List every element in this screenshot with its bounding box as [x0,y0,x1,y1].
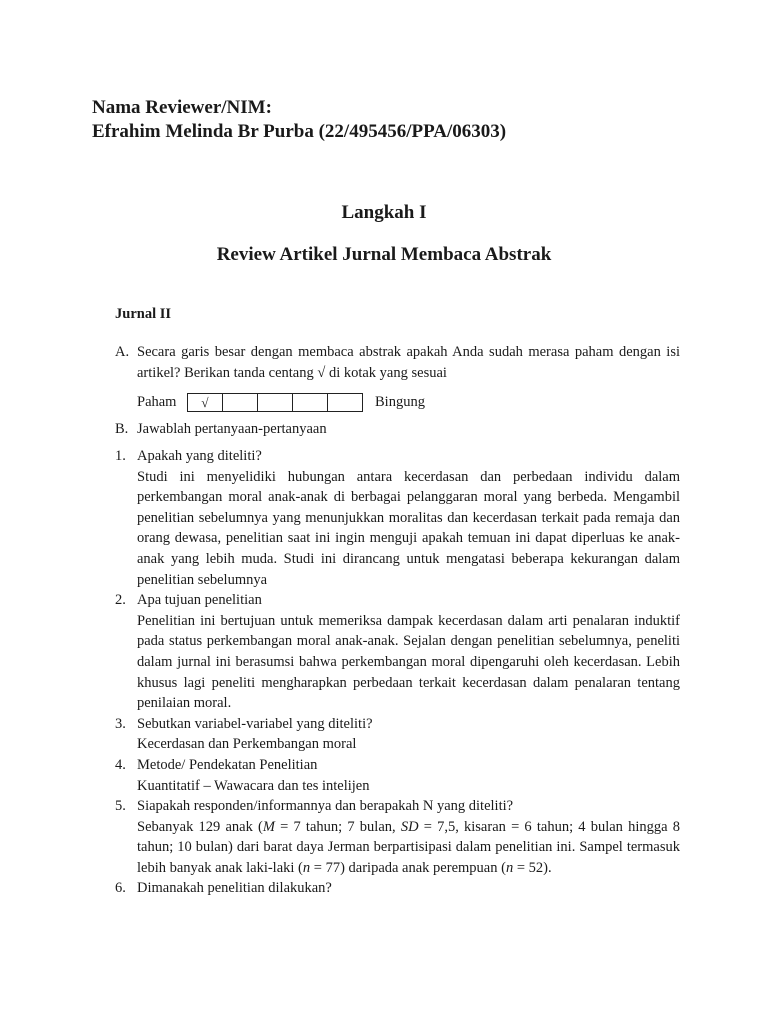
scale-left-label: Paham [137,393,177,410]
answer-part: = 52). [513,859,552,876]
n-symbol: n [505,859,514,876]
question-text: Dimanakah penelitian dilakukan? [137,880,332,897]
understanding-scale-row [137,392,425,412]
answer-part: = 77) daripada anak perempuan ( [310,859,506,876]
n-symbol: n [302,859,311,876]
section-a-letter: A. [115,344,130,360]
answer-part: = 7,5, kisaran = 6 tahun; 4 bulan hingga 8 tahun; 10 bulan) dari barat daya Jerman berpartisipasi dalam penelitian ini. Sampel termasuk lebih banyak anak laki-laki ( [137,818,680,876]
reviewer-label: Nama Reviewer/NIM: [92,97,272,118]
question-item-6 [115,878,680,899]
question-text: Siapakah responden/informannya dan berapakah N yang diteliti? [137,798,514,815]
question-item-5 [115,796,680,878]
understanding-scale [187,393,363,412]
question-item-2 [115,590,680,714]
section-a [115,342,680,383]
scale-cell-5[interactable] [328,394,362,411]
scale-cell-3[interactable] [258,394,293,411]
scale-cell-2[interactable] [223,394,258,411]
section-b [115,419,680,440]
question-number: 3. [115,715,126,732]
question-number: 1. [115,448,126,464]
answer-text: Kecerdasan dan Perkembangan moral [137,736,357,753]
question-text: Apakah yang diteliti? [137,448,262,464]
scale-cell-4[interactable] [293,394,328,411]
answer-text [137,817,680,879]
question-number: 5. [115,798,126,815]
question-number: 4. [115,756,126,773]
question-number: 2. [115,592,126,609]
question-text: Apa tujuan penelitian [137,592,262,609]
main-title: Review Artikel Jurnal Membaca Abstrak [216,244,552,265]
scale-cell-1[interactable]: √ [188,394,223,411]
scale-right-label: Bingung [375,393,425,410]
question-number: 6. [115,880,126,897]
reviewer-block [92,96,506,144]
section-a-text: Secara garis besar dengan membaca abstrak apakah Anda sudah merasa paham dengan isi artikel? Berikan tanda centang √ di kotak yang sesuai [137,344,680,381]
answer-text: Penelitian ini bertujuan untuk memeriksa dampak kecerdasan dalam arti penalaran induktif pada status perkembangan moral anak-anak. Sejalan dengan penelitian sebelumnya, peneliti dalam jurnal ini berasumsi bahwa perkembangan moral dipengaruhi oleh kecerdasan. Lebih khusus lagi peneliti mengharapkan perbedaan terkait kecerdasan dalam penalaran tentang penilaian moral. [137,612,680,712]
answer-part: Sebanyak 129 anak ( [137,818,263,835]
sd-symbol: SD [400,818,419,835]
question-item-4 [115,755,680,796]
question-item-3 [115,714,680,755]
reviewer-name: Efrahim Melinda Br Purba (22/495456/PPA/06303) [92,121,507,142]
question-text: Sebutkan variabel-variabel yang diteliti? [137,715,373,732]
answer-text: Kuantitatif – Wawacara dan tes intelijen [137,777,370,794]
section-b-letter: B. [115,421,129,437]
answer-part: = 7 tahun; 7 bulan, [274,818,401,835]
jurnal-label: Jurnal II [115,306,172,322]
mean-symbol: M [262,818,275,835]
step-title: Langkah I [341,202,427,223]
section-b-text: Jawablah pertanyaan-pertanyaan [137,421,327,437]
answer-text: Studi ini menyelidiki hubungan antara kecerdasan dan perbedaan individu dalam perkembangan moral anak-anak di berbagai pelanggaran moral yang berbeda. Mengambil penelitian sebelumnya yang menunjukkan moralitas dan kecerdasan terkait pada remaja dan orang dewasa, penelitian saat ini ingin menguji apakah temuan ini dapat diperluas ke anak-anak yang lebih muda. Studi ini dirancang untuk mengatasi beberapa kekurangan dalam penelitian sebelumnya [137,468,680,588]
question-text: Metode/ Pendekatan Penelitian [137,756,318,773]
question-item-1 [115,446,680,590]
question-list [115,446,680,899]
